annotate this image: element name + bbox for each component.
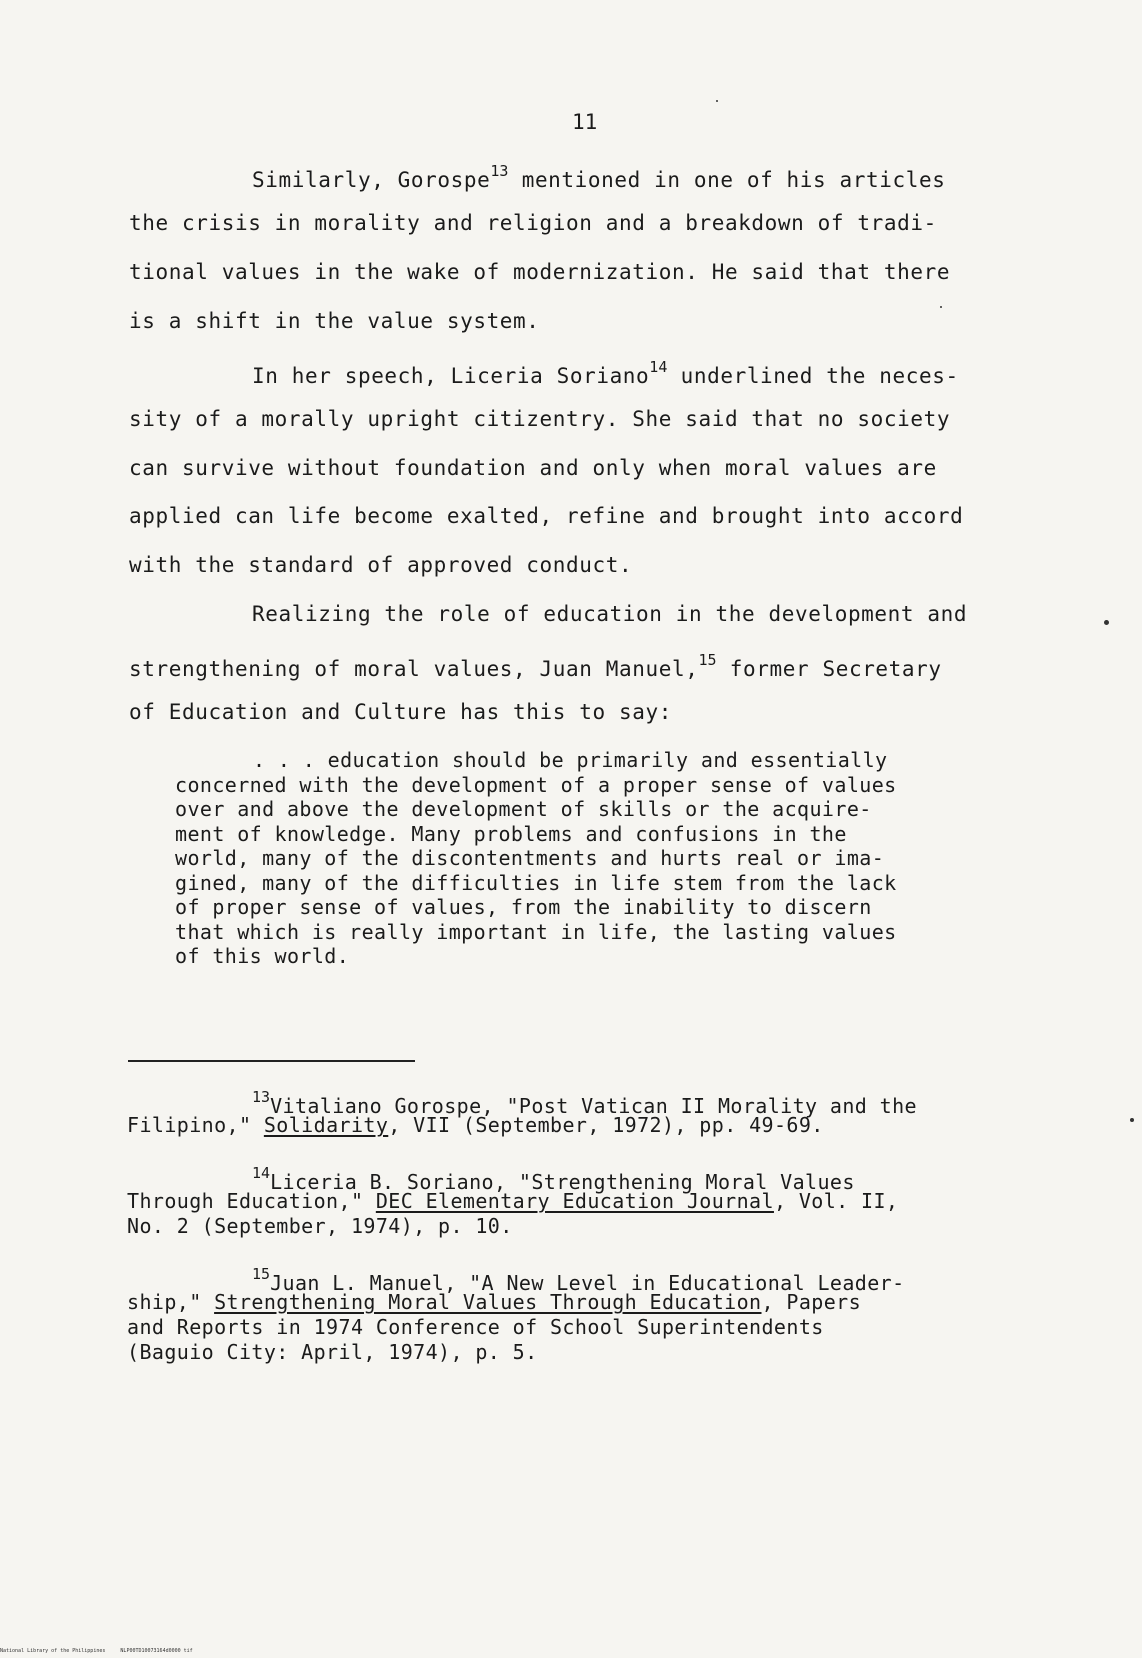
footnote-14-line-3: No. 2 (September, 1974), p. 10. (127, 1214, 513, 1238)
text: Through Education," (127, 1189, 376, 1213)
block-quote-line-9: of this world. (175, 944, 350, 968)
text: underlined the neces- (667, 364, 959, 388)
footnote-number: 15 (252, 1265, 271, 1283)
text: Vitaliano Gorospe, "Post Vatican II Morality and the (270, 1094, 917, 1118)
text: Juan L. Manuel, "A New Level in Educational Leader- (270, 1271, 905, 1295)
footnote-number: 13 (252, 1088, 271, 1106)
text: Liceria B. Soriano, "Strengthening Moral Values (270, 1170, 855, 1194)
publication-title: Solidarity (263, 1113, 389, 1137)
paragraph-1-line-3: tional values in the wake of modernization. He said that there (129, 260, 951, 284)
scan-speck (1104, 620, 1109, 625)
scan-speck (716, 100, 718, 102)
footnote-number: 14 (252, 1164, 271, 1182)
text: , VII (September, 1972), pp. 49-69. (388, 1113, 824, 1137)
block-quote-line-4: ment of knowledge. Many problems and confusions in the (175, 822, 847, 846)
block-quote-line-5: world, many of the discontentments and hurts real or ima- (175, 846, 885, 870)
scan-speck (940, 306, 942, 308)
block-quote-line-2: concerned with the development of a proper sense of values (175, 773, 897, 797)
library-name: National Library of the Philippines (0, 1648, 106, 1654)
file-code: NLP00TD10073164d0000 tif (120, 1648, 193, 1654)
text: In her speech, Liceria Soriano (252, 364, 650, 388)
block-quote-line-7: of proper sense of values, from the inability to discern (175, 895, 872, 919)
text: ship," (127, 1290, 215, 1314)
footnote-15-line-4: (Baguio City: April, 1974), p. 5. (127, 1340, 538, 1364)
paragraph-1-line-1 (252, 162, 945, 192)
footnote-ref-14: 14 (649, 358, 668, 376)
footnote-ref-13: 13 (490, 162, 509, 180)
scan-footer (0, 1648, 193, 1654)
footnote-15-line-3: and Reports in 1974 Conference of School Superintendents (127, 1315, 824, 1339)
block-quote-line-1: . . . education should be primarily and essentially (253, 748, 888, 772)
paragraph-3-line-3: of Education and Culture has this to say: (129, 700, 672, 724)
footnote-separator (128, 1060, 415, 1062)
paragraph-3-line-1: Realizing the role of education in the development and (252, 602, 968, 626)
publication-title: Strengthening Moral Values Through Education (214, 1290, 762, 1314)
paragraph-2-line-1 (252, 358, 959, 388)
scan-speck (1130, 1118, 1134, 1122)
block-quote-line-8: that which is really important in life, the lasting values (175, 920, 897, 944)
paragraph-2-line-5: with the standard of approved conduct. (129, 553, 633, 577)
block-quote-line-3: over and above the development of skills or the acquire- (175, 797, 872, 821)
text: Similarly, Gorospe (252, 168, 491, 192)
text: former Secretary (716, 657, 942, 681)
paragraph-3-line-2 (129, 651, 942, 681)
footnote-14-line-2 (127, 1189, 898, 1213)
text: Filipino," (127, 1113, 264, 1137)
paragraph-2-line-4: applied can life become exalted, refine and brought into accord (129, 504, 964, 528)
publication-title: DEC Elementary Education Journal (375, 1189, 774, 1213)
footnote-13-line-2 (127, 1113, 824, 1137)
block-quote-line-6: gined, many of the difficulties in life stem from the lack (175, 871, 897, 895)
text: , Papers (761, 1290, 862, 1314)
paragraph-2-line-2: sity of a morally upright citizentry. She said that no society (129, 407, 951, 431)
paragraph-1-line-4: is a shift in the value system. (129, 309, 540, 333)
page-number: 11 (572, 110, 598, 134)
footnote-ref-15: 15 (698, 651, 717, 669)
paragraph-1-line-2: the crisis in morality and religion and a breakdown of tradi- (129, 211, 937, 235)
text: strengthening of moral values, Juan Manuel, (129, 657, 699, 681)
text: mentioned in one of his articles (508, 168, 946, 192)
footnote-15-line-2 (127, 1290, 861, 1314)
paragraph-2-line-3: can survive without foundation and only when moral values are (129, 456, 937, 480)
text: , Vol. II, (773, 1189, 899, 1213)
